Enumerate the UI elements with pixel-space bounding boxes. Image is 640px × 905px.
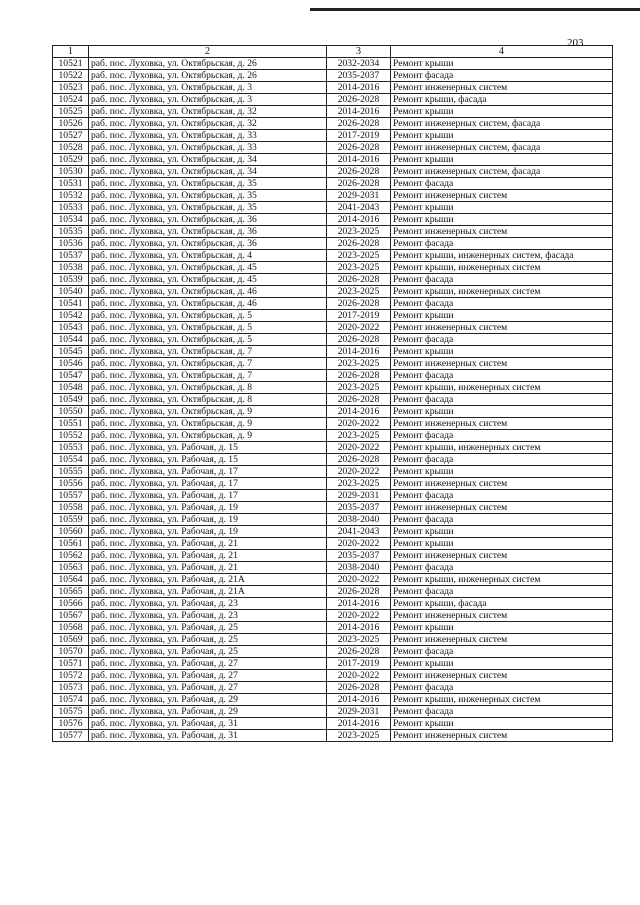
row-period: 2014-2016 — [327, 406, 391, 418]
row-work-type: Ремонт фасада — [391, 514, 613, 526]
table-row — [53, 286, 613, 298]
page-number: 203 — [567, 37, 584, 49]
row-number: 10560 — [53, 526, 89, 538]
row-number: 10545 — [53, 346, 89, 358]
row-number: 10552 — [53, 430, 89, 442]
row-address: раб. пос. Луховка, ул. Рабочая, д. 27 — [89, 682, 327, 694]
row-address: раб. пос. Луховка, ул. Октябрьская, д. 46 — [89, 286, 327, 298]
table-row — [53, 322, 613, 334]
row-number: 10532 — [53, 190, 89, 202]
row-period: 2026-2028 — [327, 334, 391, 346]
top-rule — [310, 8, 640, 11]
row-period: 2023-2025 — [327, 730, 391, 742]
row-period: 2023-2025 — [327, 262, 391, 274]
row-address: раб. пос. Луховка, ул. Рабочая, д. 17 — [89, 466, 327, 478]
table-row — [53, 634, 613, 646]
row-number: 10544 — [53, 334, 89, 346]
table-row — [53, 214, 613, 226]
row-work-type: Ремонт крыши, фасада — [391, 598, 613, 610]
row-address: раб. пос. Луховка, ул. Октябрьская, д. 9 — [89, 430, 327, 442]
row-address: раб. пос. Луховка, ул. Октябрьская, д. 7 — [89, 370, 327, 382]
row-address: раб. пос. Луховка, ул. Рабочая, д. 15 — [89, 442, 327, 454]
row-number: 10533 — [53, 202, 89, 214]
table-row — [53, 442, 613, 454]
table-row — [53, 58, 613, 70]
row-work-type: Ремонт инженерных систем — [391, 226, 613, 238]
table-row — [53, 682, 613, 694]
row-address: раб. пос. Луховка, ул. Рабочая, д. 21А — [89, 586, 327, 598]
table-row — [53, 550, 613, 562]
row-work-type: Ремонт фасада — [391, 454, 613, 466]
table-row — [53, 502, 613, 514]
row-address: раб. пос. Луховка, ул. Рабочая, д. 21 — [89, 538, 327, 550]
table-row — [53, 178, 613, 190]
row-period: 2020-2022 — [327, 538, 391, 550]
table-row — [53, 310, 613, 322]
row-address: раб. пос. Луховка, ул. Октябрьская, д. 8 — [89, 382, 327, 394]
row-work-type: Ремонт крыши — [391, 154, 613, 166]
row-work-type: Ремонт крыши — [391, 538, 613, 550]
table-row — [53, 478, 613, 490]
row-work-type: Ремонт инженерных систем — [391, 550, 613, 562]
row-period: 2035-2037 — [327, 502, 391, 514]
row-number: 10522 — [53, 70, 89, 82]
row-address: раб. пос. Луховка, ул. Октябрьская, д. 36 — [89, 214, 327, 226]
row-work-type: Ремонт фасада — [391, 298, 613, 310]
column-header-work-type: 4 — [391, 46, 613, 58]
row-address: раб. пос. Луховка, ул. Октябрьская, д. 36 — [89, 238, 327, 250]
row-work-type: Ремонт крыши — [391, 718, 613, 730]
row-work-type: Ремонт инженерных систем — [391, 82, 613, 94]
row-number: 10541 — [53, 298, 89, 310]
table-row — [53, 574, 613, 586]
row-number: 10546 — [53, 358, 89, 370]
row-number: 10537 — [53, 250, 89, 262]
row-address: раб. пос. Луховка, ул. Рабочая, д. 31 — [89, 730, 327, 742]
row-period: 2023-2025 — [327, 250, 391, 262]
row-work-type: Ремонт крыши — [391, 214, 613, 226]
table-header-row — [53, 46, 613, 58]
table-row — [53, 226, 613, 238]
row-period: 2026-2028 — [327, 94, 391, 106]
table-row — [53, 646, 613, 658]
row-work-type: Ремонт крыши, инженерных систем — [391, 382, 613, 394]
row-address: раб. пос. Луховка, ул. Рабочая, д. 25 — [89, 646, 327, 658]
row-number: 10572 — [53, 670, 89, 682]
table-row — [53, 526, 613, 538]
row-period: 2026-2028 — [327, 274, 391, 286]
row-number: 10530 — [53, 166, 89, 178]
row-period: 2014-2016 — [327, 694, 391, 706]
row-work-type: Ремонт крыши — [391, 622, 613, 634]
row-number: 10548 — [53, 382, 89, 394]
row-number: 10554 — [53, 454, 89, 466]
row-period: 2023-2025 — [327, 226, 391, 238]
table-row — [53, 490, 613, 502]
row-number: 10539 — [53, 274, 89, 286]
table-row — [53, 106, 613, 118]
row-work-type: Ремонт фасада — [391, 334, 613, 346]
table-row — [53, 394, 613, 406]
row-work-type: Ремонт крыши — [391, 658, 613, 670]
table-row — [53, 70, 613, 82]
table-row — [53, 238, 613, 250]
row-work-type: Ремонт крыши, инженерных систем — [391, 262, 613, 274]
row-period: 2017-2019 — [327, 658, 391, 670]
table-row — [53, 466, 613, 478]
row-number: 10529 — [53, 154, 89, 166]
row-number: 10576 — [53, 718, 89, 730]
row-number: 10571 — [53, 658, 89, 670]
row-address: раб. пос. Луховка, ул. Рабочая, д. 25 — [89, 622, 327, 634]
table-row — [53, 406, 613, 418]
row-address: раб. пос. Луховка, ул. Октябрьская, д. 35 — [89, 190, 327, 202]
row-number: 10562 — [53, 550, 89, 562]
row-period: 2026-2028 — [327, 370, 391, 382]
table-row — [53, 454, 613, 466]
row-address: раб. пос. Луховка, ул. Октябрьская, д. 34 — [89, 166, 327, 178]
table-row — [53, 82, 613, 94]
row-work-type: Ремонт крыши — [391, 58, 613, 70]
row-number: 10521 — [53, 58, 89, 70]
row-address: раб. пос. Луховка, ул. Рабочая, д. 27 — [89, 670, 327, 682]
row-number: 10527 — [53, 130, 89, 142]
row-work-type: Ремонт инженерных систем, фасада — [391, 142, 613, 154]
row-number: 10547 — [53, 370, 89, 382]
row-period: 2029-2031 — [327, 490, 391, 502]
row-address: раб. пос. Луховка, ул. Рабочая, д. 17 — [89, 478, 327, 490]
table-row — [53, 250, 613, 262]
row-period: 2014-2016 — [327, 214, 391, 226]
row-number: 10540 — [53, 286, 89, 298]
row-period: 2026-2028 — [327, 454, 391, 466]
row-period: 2020-2022 — [327, 418, 391, 430]
row-work-type: Ремонт инженерных систем, фасада — [391, 118, 613, 130]
row-number: 10526 — [53, 118, 89, 130]
row-period: 2041-2043 — [327, 202, 391, 214]
row-period: 2014-2016 — [327, 106, 391, 118]
row-period: 2026-2028 — [327, 178, 391, 190]
row-period: 2038-2040 — [327, 514, 391, 526]
row-number: 10575 — [53, 706, 89, 718]
row-work-type: Ремонт крыши — [391, 466, 613, 478]
row-number: 10531 — [53, 178, 89, 190]
row-address: раб. пос. Луховка, ул. Рабочая, д. 21 — [89, 550, 327, 562]
table-row — [53, 514, 613, 526]
row-period: 2014-2016 — [327, 154, 391, 166]
row-address: раб. пос. Луховка, ул. Октябрьская, д. 9 — [89, 418, 327, 430]
table-row — [53, 262, 613, 274]
table-row — [53, 598, 613, 610]
table-row — [53, 658, 613, 670]
row-period: 2014-2016 — [327, 82, 391, 94]
row-address: раб. пос. Луховка, ул. Рабочая, д. 15 — [89, 454, 327, 466]
row-period: 2026-2028 — [327, 682, 391, 694]
row-address: раб. пос. Луховка, ул. Октябрьская, д. 5 — [89, 322, 327, 334]
table-row — [53, 430, 613, 442]
row-period: 2020-2022 — [327, 442, 391, 454]
row-number: 10557 — [53, 490, 89, 502]
row-number: 10535 — [53, 226, 89, 238]
row-number: 10536 — [53, 238, 89, 250]
row-number: 10567 — [53, 610, 89, 622]
row-period: 2026-2028 — [327, 118, 391, 130]
table-row — [53, 142, 613, 154]
row-address: раб. пос. Луховка, ул. Октябрьская, д. 7 — [89, 346, 327, 358]
row-period: 2014-2016 — [327, 622, 391, 634]
row-number: 10553 — [53, 442, 89, 454]
row-work-type: Ремонт фасада — [391, 394, 613, 406]
row-work-type: Ремонт инженерных систем — [391, 418, 613, 430]
row-number: 10538 — [53, 262, 89, 274]
row-work-type: Ремонт фасада — [391, 586, 613, 598]
row-number: 10577 — [53, 730, 89, 742]
row-period: 2023-2025 — [327, 478, 391, 490]
row-address: раб. пос. Луховка, ул. Октябрьская, д. 3 — [89, 94, 327, 106]
table-row — [53, 190, 613, 202]
row-period: 2026-2028 — [327, 142, 391, 154]
row-address: раб. пос. Луховка, ул. Рабочая, д. 19 — [89, 526, 327, 538]
row-work-type: Ремонт крыши — [391, 202, 613, 214]
row-period: 2014-2016 — [327, 346, 391, 358]
row-work-type: Ремонт фасада — [391, 682, 613, 694]
row-address: раб. пос. Луховка, ул. Октябрьская, д. 4 — [89, 250, 327, 262]
row-work-type: Ремонт инженерных систем — [391, 610, 613, 622]
row-address: раб. пос. Луховка, ул. Октябрьская, д. 9 — [89, 406, 327, 418]
row-address: раб. пос. Луховка, ул. Октябрьская, д. 5 — [89, 310, 327, 322]
row-address: раб. пос. Луховка, ул. Рабочая, д. 25 — [89, 634, 327, 646]
table-row — [53, 202, 613, 214]
row-number: 10568 — [53, 622, 89, 634]
row-period: 2014-2016 — [327, 718, 391, 730]
row-work-type: Ремонт крыши, фасада — [391, 94, 613, 106]
row-period: 2020-2022 — [327, 610, 391, 622]
row-number: 10563 — [53, 562, 89, 574]
row-work-type: Ремонт крыши, инженерных систем — [391, 442, 613, 454]
row-address: раб. пос. Луховка, ул. Рабочая, д. 19 — [89, 514, 327, 526]
row-period: 2023-2025 — [327, 382, 391, 394]
row-address: раб. пос. Луховка, ул. Октябрьская, д. 7 — [89, 358, 327, 370]
row-work-type: Ремонт инженерных систем — [391, 322, 613, 334]
row-number: 10525 — [53, 106, 89, 118]
table-row — [53, 562, 613, 574]
row-period: 2041-2043 — [327, 526, 391, 538]
table-row — [53, 718, 613, 730]
row-number: 10543 — [53, 322, 89, 334]
row-work-type: Ремонт крыши, инженерных систем — [391, 574, 613, 586]
column-header-address: 2 — [89, 46, 327, 58]
row-work-type: Ремонт инженерных систем — [391, 358, 613, 370]
column-header-period: 3 — [327, 46, 391, 58]
row-work-type: Ремонт крыши — [391, 406, 613, 418]
row-work-type: Ремонт крыши, инженерных систем — [391, 286, 613, 298]
row-work-type: Ремонт фасада — [391, 646, 613, 658]
row-work-type: Ремонт крыши — [391, 310, 613, 322]
table-row — [53, 538, 613, 550]
row-period: 2026-2028 — [327, 166, 391, 178]
row-address: раб. пос. Луховка, ул. Октябрьская, д. 35 — [89, 202, 327, 214]
row-work-type: Ремонт фасада — [391, 706, 613, 718]
row-address: раб. пос. Луховка, ул. Октябрьская, д. 26 — [89, 58, 327, 70]
row-period: 2038-2040 — [327, 562, 391, 574]
row-period: 2026-2028 — [327, 646, 391, 658]
row-period: 2026-2028 — [327, 394, 391, 406]
row-period: 2029-2031 — [327, 706, 391, 718]
row-period: 2023-2025 — [327, 634, 391, 646]
row-address: раб. пос. Луховка, ул. Октябрьская, д. 36 — [89, 226, 327, 238]
table-row — [53, 166, 613, 178]
row-work-type: Ремонт фасада — [391, 274, 613, 286]
row-period: 2035-2037 — [327, 70, 391, 82]
row-period: 2020-2022 — [327, 322, 391, 334]
row-number: 10524 — [53, 94, 89, 106]
row-work-type: Ремонт фасада — [391, 490, 613, 502]
row-number: 10561 — [53, 538, 89, 550]
table-row — [53, 298, 613, 310]
row-number: 10573 — [53, 682, 89, 694]
row-period: 2026-2028 — [327, 586, 391, 598]
row-period: 2017-2019 — [327, 130, 391, 142]
table-row — [53, 370, 613, 382]
table-row — [53, 706, 613, 718]
row-work-type: Ремонт инженерных систем — [391, 502, 613, 514]
row-address: раб. пос. Луховка, ул. Рабочая, д. 29 — [89, 706, 327, 718]
table-row — [53, 334, 613, 346]
row-address: раб. пос. Луховка, ул. Рабочая, д. 27 — [89, 658, 327, 670]
row-address: раб. пос. Луховка, ул. Рабочая, д. 21 — [89, 562, 327, 574]
table-row — [53, 130, 613, 142]
row-address: раб. пос. Луховка, ул. Рабочая, д. 17 — [89, 490, 327, 502]
row-number: 10523 — [53, 82, 89, 94]
row-address: раб. пос. Луховка, ул. Октябрьская, д. 26 — [89, 70, 327, 82]
table-row — [53, 358, 613, 370]
row-number: 10555 — [53, 466, 89, 478]
row-work-type: Ремонт фасада — [391, 370, 613, 382]
row-address: раб. пос. Луховка, ул. Октябрьская, д. 33 — [89, 130, 327, 142]
row-period: 2023-2025 — [327, 430, 391, 442]
row-work-type: Ремонт инженерных систем — [391, 190, 613, 202]
row-address: раб. пос. Луховка, ул. Рабочая, д. 29 — [89, 694, 327, 706]
row-address: раб. пос. Луховка, ул. Октябрьская, д. 32 — [89, 106, 327, 118]
row-address: раб. пос. Луховка, ул. Октябрьская, д. 45 — [89, 262, 327, 274]
row-address: раб. пос. Луховка, ул. Октябрьская, д. 33 — [89, 142, 327, 154]
row-address: раб. пос. Луховка, ул. Рабочая, д. 23 — [89, 598, 327, 610]
row-address: раб. пос. Луховка, ул. Октябрьская, д. 34 — [89, 154, 327, 166]
row-work-type: Ремонт крыши — [391, 106, 613, 118]
row-address: раб. пос. Луховка, ул. Октябрьская, д. 3 — [89, 82, 327, 94]
row-work-type: Ремонт инженерных систем — [391, 478, 613, 490]
row-number: 10565 — [53, 586, 89, 598]
row-number: 10550 — [53, 406, 89, 418]
table-row — [53, 274, 613, 286]
row-address: раб. пос. Луховка, ул. Октябрьская, д. 46 — [89, 298, 327, 310]
row-number: 10549 — [53, 394, 89, 406]
table-row — [53, 610, 613, 622]
row-work-type: Ремонт фасада — [391, 430, 613, 442]
row-address: раб. пос. Луховка, ул. Октябрьская, д. 45 — [89, 274, 327, 286]
table-row — [53, 670, 613, 682]
row-period: 2035-2037 — [327, 550, 391, 562]
table-row — [53, 694, 613, 706]
row-period: 2026-2028 — [327, 238, 391, 250]
row-number: 10558 — [53, 502, 89, 514]
row-number: 10534 — [53, 214, 89, 226]
row-address: раб. пос. Луховка, ул. Октябрьская, д. 8 — [89, 394, 327, 406]
row-period: 2026-2028 — [327, 298, 391, 310]
table-row — [53, 382, 613, 394]
row-number: 10556 — [53, 478, 89, 490]
table-row — [53, 154, 613, 166]
row-work-type: Ремонт крыши — [391, 130, 613, 142]
row-period: 2020-2022 — [327, 670, 391, 682]
row-work-type: Ремонт фасада — [391, 562, 613, 574]
row-work-type: Ремонт фасада — [391, 70, 613, 82]
repair-schedule-table — [52, 45, 613, 742]
row-number: 10566 — [53, 598, 89, 610]
table-row — [53, 418, 613, 430]
row-work-type: Ремонт крыши, инженерных систем, фасада — [391, 250, 613, 262]
row-number: 10542 — [53, 310, 89, 322]
table-body — [53, 58, 613, 742]
row-number: 10559 — [53, 514, 89, 526]
row-work-type: Ремонт инженерных систем — [391, 730, 613, 742]
row-address: раб. пос. Луховка, ул. Октябрьская, д. 35 — [89, 178, 327, 190]
row-number: 10569 — [53, 634, 89, 646]
column-header-number: 1 — [53, 46, 89, 58]
row-period: 2020-2022 — [327, 466, 391, 478]
row-period: 2017-2019 — [327, 310, 391, 322]
row-address: раб. пос. Луховка, ул. Рабочая, д. 31 — [89, 718, 327, 730]
row-period: 2014-2016 — [327, 598, 391, 610]
row-number: 10528 — [53, 142, 89, 154]
row-work-type: Ремонт крыши — [391, 346, 613, 358]
row-number: 10551 — [53, 418, 89, 430]
row-period: 2020-2022 — [327, 574, 391, 586]
row-work-type: Ремонт фасада — [391, 178, 613, 190]
row-period: 2029-2031 — [327, 190, 391, 202]
table-row — [53, 730, 613, 742]
row-work-type: Ремонт крыши — [391, 526, 613, 538]
row-address: раб. пос. Луховка, ул. Рабочая, д. 23 — [89, 610, 327, 622]
row-address: раб. пос. Луховка, ул. Рабочая, д. 21А — [89, 574, 327, 586]
table-row — [53, 94, 613, 106]
row-period: 2023-2025 — [327, 286, 391, 298]
row-work-type: Ремонт инженерных систем, фасада — [391, 166, 613, 178]
row-address: раб. пос. Луховка, ул. Октябрьская, д. 32 — [89, 118, 327, 130]
row-number: 10564 — [53, 574, 89, 586]
table-row — [53, 118, 613, 130]
row-number: 10574 — [53, 694, 89, 706]
row-address: раб. пос. Луховка, ул. Октябрьская, д. 5 — [89, 334, 327, 346]
row-period: 2032-2034 — [327, 58, 391, 70]
table-row — [53, 622, 613, 634]
row-work-type: Ремонт крыши, инженерных систем — [391, 694, 613, 706]
table-row — [53, 346, 613, 358]
row-work-type: Ремонт инженерных систем — [391, 670, 613, 682]
table-row — [53, 586, 613, 598]
row-period: 2023-2025 — [327, 358, 391, 370]
row-work-type: Ремонт фасада — [391, 238, 613, 250]
row-work-type: Ремонт инженерных систем — [391, 634, 613, 646]
row-number: 10570 — [53, 646, 89, 658]
row-address: раб. пос. Луховка, ул. Рабочая, д. 19 — [89, 502, 327, 514]
